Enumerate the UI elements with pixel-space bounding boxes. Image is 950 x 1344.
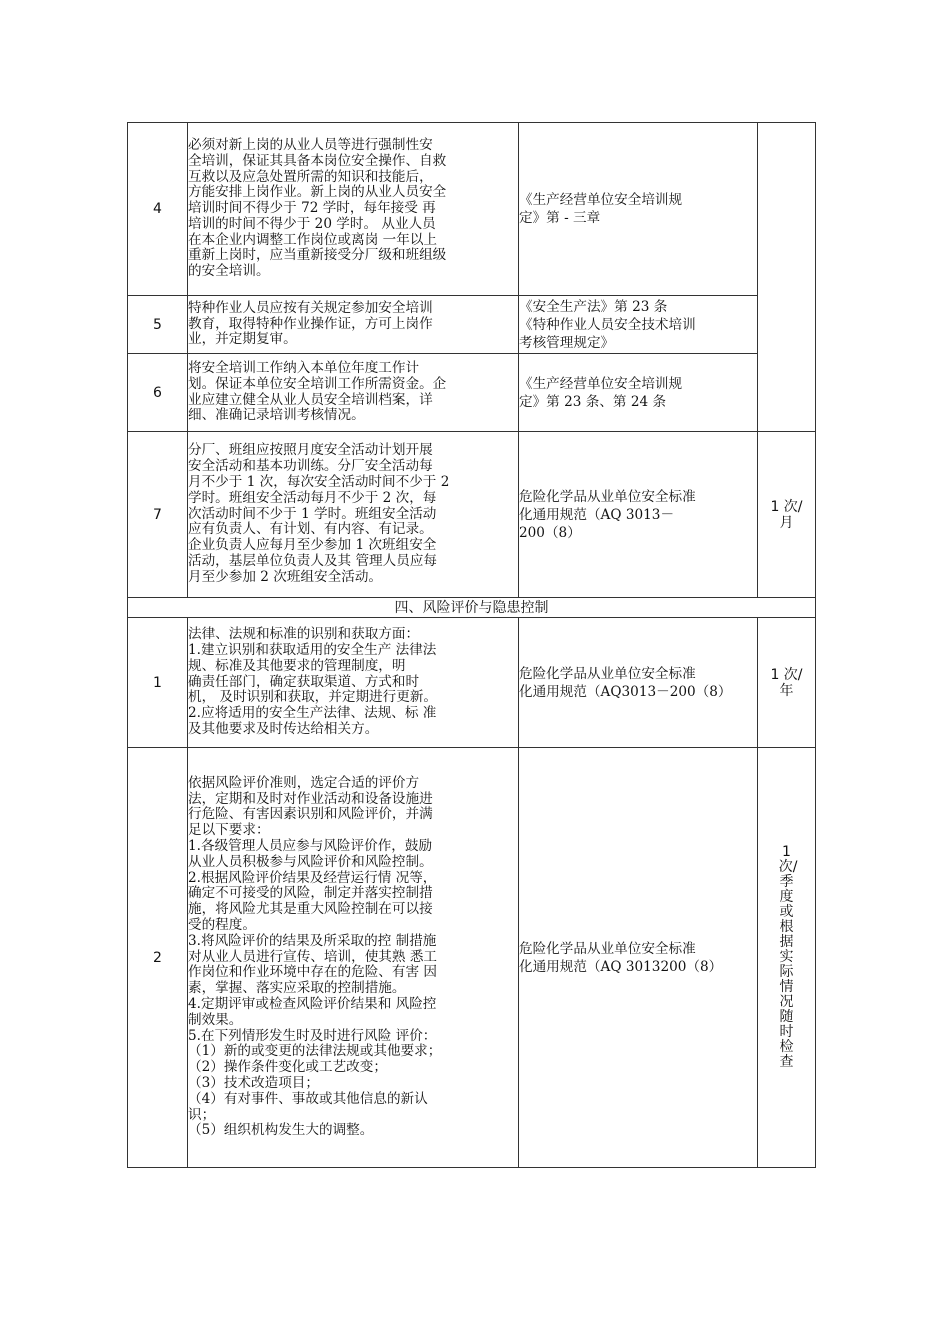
requirement-line: 业，并定期复审。 (188, 331, 297, 348)
basis-line: 《生产经营单位安全培训规 (519, 375, 683, 392)
requirement-line: 法，定期和及时对作业活动和设备设施进 (188, 790, 433, 807)
row-number: 4 (128, 123, 188, 296)
requirement-line: 制效果。 (188, 1011, 243, 1028)
table-row (128, 123, 816, 296)
requirement-line: 安全活动和基本功训练。分厂安全活动每 (188, 458, 433, 475)
requirement-line: 从业人员积极参与风险评价和风险控制。 (188, 853, 433, 870)
frequency-line: 月 (779, 514, 794, 531)
requirement-line: 2.应将适用的安全生产法律、法规、标 准 (188, 705, 437, 722)
requirement-line: 3.将风险评价的结果及所采取的控 制措施 (188, 932, 437, 949)
basis-cell (519, 296, 758, 354)
basis-line: 200（8） (519, 524, 581, 541)
frequency-line: 1 次/ (770, 498, 803, 515)
basis-line: 定》第 23 条、第 24 条 (519, 393, 667, 410)
requirement-line: 足以下要求： (188, 822, 270, 839)
basis-line: 危险化学品从业单位安全标准 (519, 940, 696, 957)
requirement-line: 确责任部门，确定获取渠道、方式和时 (188, 673, 420, 690)
requirement-line: 月不少于 1 次，每次安全活动时间不少于 2 (188, 474, 450, 490)
requirement-line: 划。保证本单位安全培训工作所需资金。企 (188, 375, 447, 392)
requirement-cell (188, 432, 519, 598)
requirement-line: 受的程度。 (188, 917, 256, 933)
requirement-line: 规、标准及其他要求的管理制度，明 (188, 657, 406, 674)
frequency-cell (758, 123, 816, 432)
row-number: 6 (128, 354, 188, 432)
requirement-line: 在本企业内调整工作岗位或离岗 一年以上 (188, 231, 438, 248)
requirement-line: 2.根据风险评价结果及经营运行情 况等， (188, 869, 437, 886)
requirement-line: 应有负责人、有计划、有内容、有记录。 (188, 521, 433, 538)
basis-cell (519, 432, 758, 598)
requirement-cell (188, 748, 519, 1168)
requirement-cell (188, 296, 519, 354)
basis-line: 化通用规范（AQ3013－200（8） (519, 683, 732, 700)
frequency-cell (758, 432, 816, 598)
requirement-line: 细、准确记录培训考核情况。 (188, 407, 365, 424)
requirement-line: 月至少参加 2 次班组安全活动。 (188, 568, 383, 585)
requirement-line: 特种作业人员应按有关规定参加安全培训 (188, 299, 433, 316)
requirement-line: 对从业人员进行宣传、培训，使其熟 悉工 (188, 948, 438, 965)
frequency-line: 年 (779, 682, 794, 699)
regulation-table (127, 122, 816, 1168)
requirement-cell (188, 123, 519, 296)
table-row (128, 748, 816, 1168)
requirement-line: 培训的时间不得少于 20 学时。 从业人员 (188, 215, 436, 232)
requirement-line: 将安全培训工作纳入本单位年度工作计 (188, 359, 420, 376)
requirement-line: 法律、法规和标准的识别和获取方面： (188, 626, 420, 643)
basis-line: 化通用规范（AQ 3013－ (519, 506, 675, 523)
requirement-line: 1.建立识别和获取适用的安全生产 法律法 (188, 642, 437, 658)
requirement-line: 识； (188, 1106, 216, 1123)
requirement-line: 5.在下列情形发生时及时进行风险 评价： (188, 1027, 437, 1044)
basis-cell (519, 354, 758, 432)
frequency-vertical-text: 1次/季度或根据实际情况随时检查 (778, 844, 798, 1070)
requirement-line: 方能安排上岗作业。新上岗的从业人员安全 (188, 184, 447, 201)
requirement-line: 必须对新上岗的从业人员等进行强制性安 (188, 136, 433, 153)
requirement-line: 重新上岗时，应当重新接受分厂级和班组级 (188, 247, 447, 264)
requirement-line: 素，掌握、落实应采取的控制措施。 (188, 980, 406, 997)
frequency-line: 1 次/ (770, 666, 803, 683)
row-number: 5 (128, 296, 188, 354)
basis-line: 危险化学品从业单位安全标准 (519, 665, 696, 682)
basis-line: 《生产经营单位安全培训规 (519, 192, 683, 208)
row-number: 2 (128, 748, 188, 1168)
basis-cell (519, 748, 758, 1168)
requirement-line: 学时。班组安全活动每月不少于 2 次，每 (188, 489, 437, 506)
requirement-line: 依据风险评价准则，选定合适的评价方 (188, 774, 420, 791)
section-title: 四、风险评价与隐患控制 (128, 598, 816, 618)
requirement-line: 及其他要求及时传达给相关方。 (188, 720, 379, 737)
requirement-line: （1）新的或变更的法律法规或其他要求； (188, 1043, 442, 1060)
requirement-line: 教育，取得特种作业操作证，方可上岗作 (188, 315, 433, 332)
frequency-cell (758, 748, 816, 1168)
basis-line: 《安全生产法》第 23 条 (519, 298, 668, 315)
requirement-cell (188, 354, 519, 432)
requirement-line: 培训时间不得少于 72 学时，每年接受 再 (188, 200, 436, 217)
requirement-line: 的安全培训。 (188, 263, 270, 280)
basis-cell (519, 618, 758, 748)
requirement-line: （3）技术改造项目； (188, 1074, 319, 1091)
basis-line: 考核管理规定》 (519, 334, 615, 351)
basis-cell (519, 123, 758, 296)
requirement-line: 作岗位和作业环境中存在的危险、有害 因 (188, 964, 438, 981)
requirement-line: 确定不可接受的风险，制定并落实控制措 (188, 885, 433, 902)
requirement-line: 分厂、班组应按照月度安全活动计划开展 (188, 442, 433, 459)
requirement-line: 活动，基层单位负责人及其 管理人员应每 (188, 552, 438, 569)
requirement-line: （5）组织机构发生大的调整。 (188, 1122, 374, 1139)
table-row (128, 432, 816, 598)
table-row (128, 354, 816, 432)
requirement-line: 施，将风险尤其是重大风险控制在可以接 (188, 901, 433, 918)
requirement-line: （4）有对事件、事故或其他信息的新认 (188, 1090, 428, 1107)
row-number: 7 (128, 432, 188, 598)
frequency-cell (758, 618, 816, 748)
row-number: 1 (128, 618, 188, 748)
requirement-line: 全培训，保证其具备本岗位安全操作、自救 (188, 152, 447, 169)
basis-line: 《特种作业人员安全技术培训 (519, 316, 696, 333)
requirement-cell (188, 618, 519, 748)
basis-line: 定》第 - 三章 (519, 210, 601, 226)
basis-line: 危险化学品从业单位安全标准 (519, 488, 696, 505)
section-row (128, 598, 816, 618)
requirement-line: 企业负责人应每月至少参加 1 次班组安全 (188, 537, 437, 554)
requirement-line: 行危险、有害因素识别和风险评价，并满 (188, 806, 433, 823)
basis-line: 化通用规范（AQ 3013200（8） (519, 958, 723, 975)
requirement-line: 业应建立健全从业人员安全培训档案，详 (188, 391, 433, 408)
requirement-line: 互救以及应急处置所需的知识和技能后， (188, 168, 433, 185)
requirement-line: 1.各级管理人员应参与风险评价作，鼓励 (188, 838, 433, 855)
table-row (128, 618, 816, 748)
requirement-line: 4.定期评审或检查风险评价结果和 风险控 (188, 995, 437, 1012)
requirement-line: 机， 及时识别和获取，并定期进行更新。 (188, 689, 438, 706)
requirement-line: 次活动时间不少于 1 学时。班组安全活动 (188, 505, 437, 522)
requirement-line: （2）操作条件变化或工艺改变； (188, 1059, 387, 1076)
table-row (128, 296, 816, 354)
